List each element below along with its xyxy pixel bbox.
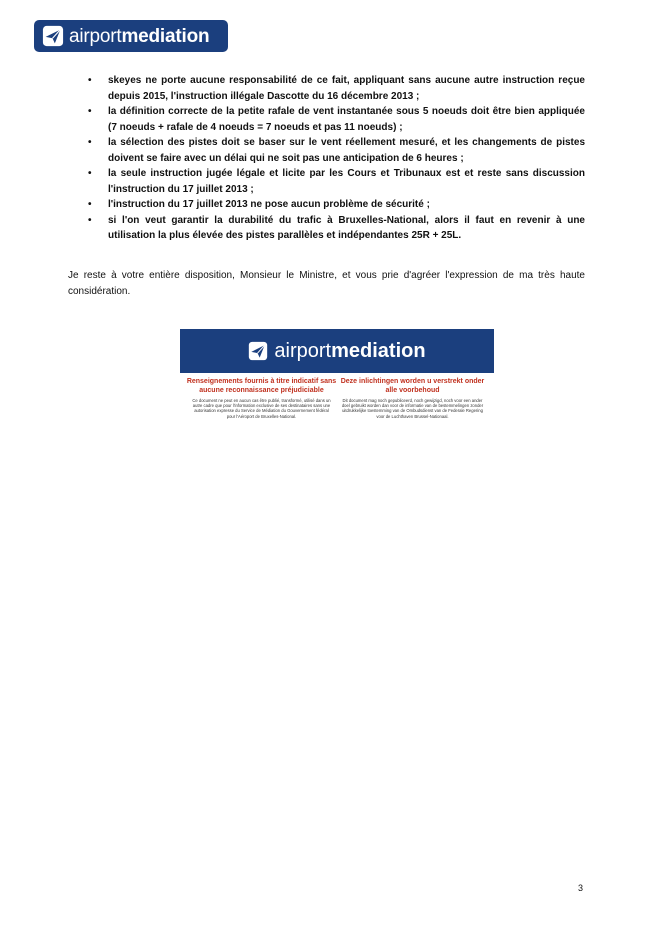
- list-item-text: skeyes ne porte aucune responsabilité de ce fait, appliquant sans aucune autre instruction reçue depuis 2015, l'instruction illégale Dascotte du 16 décembre 2013 ;: [108, 75, 585, 102]
- paper-plane-icon: [248, 341, 268, 361]
- list-item-text: si l'on veut garantir la durabilité du trafic à Bruxelles-National, alors il faut en revenir à une utilisation la plus élevée des pistes parallèles et indépendantes 25R + 25L.: [108, 214, 585, 241]
- bullet-icon: •: [88, 137, 92, 148]
- bullet-icon: •: [88, 214, 92, 226]
- list-item-text: la sélection des pistes doit se baser sur le vent réellement mesuré, et les changements de pistes doivent se faire avec un délai qui ne soit pas une anticipation de 6 heures ;: [108, 137, 585, 164]
- disclaimer-french: [186, 378, 337, 419]
- disclaimer-french-title: Renseignements fournis à titre indicatif sans aucune reconnaissance préjudiciable: [186, 378, 337, 394]
- list-item: [88, 213, 585, 244]
- list-item-text: la définition correcte de la petite rafale de vent instantanée sous 5 noeuds doit être bien appliquée (7 noeuds + rafale de 4 noeuds = 7 noeuds et pas 11 noeuds) ;: [108, 106, 585, 133]
- disclaimer-dutch-text: Dit document mag noch gepubliceerd, noch gewijzigd, noch voor een ander doel gebruikt worden dan voor de informatie van de bestemmelingen zonder uitdrukkelijke toestemming van de Ombudsdienst van de Federale Regering voor de Luchthaven Brussel-Nationaal.: [341, 398, 484, 419]
- brand-wordmark-light: airport: [69, 25, 122, 47]
- brand-wordmark-bold: mediation: [121, 25, 210, 47]
- bullet-icon: •: [88, 199, 92, 210]
- list-item-text: l'instruction du 17 juillet 2013 ne pose aucun problème de sécurité ;: [108, 199, 430, 210]
- banner-wordmark-light: airport: [274, 340, 332, 362]
- recommendation-list: [88, 73, 585, 244]
- bullet-icon: •: [88, 168, 92, 179]
- bullet-icon: •: [88, 106, 92, 117]
- disclaimer-dutch: [337, 378, 488, 419]
- banner-wordmark-bold: mediation: [331, 340, 426, 362]
- paper-plane-icon: [42, 25, 64, 47]
- brand-wordmark: [69, 27, 209, 46]
- disclaimer-french-text: Ce document ne peut en aucun cas être publié, transformé, utilisé dans un autre cadre que pour l'information exclusive de ses destinataires sans une autorisation expresse du Service de Médiation du Gouvernement fédéral pour l'Aéroport de Bruxelles-National.: [192, 398, 331, 419]
- banner-header: [180, 329, 494, 373]
- list-item: [88, 73, 585, 104]
- list-item-text: la seule instruction jugée légale et licite par les Cours et Tribunaux est et reste sans discussion l'instruction du 17 juillet 2013 ;: [108, 168, 585, 195]
- banner-body: [180, 373, 494, 419]
- airportmediation-logo: [34, 20, 228, 52]
- disclaimer-dutch-title: Deze inlichtingen worden u verstrekt onder alle voorbehoud: [340, 378, 485, 394]
- list-item: [88, 135, 585, 166]
- closing-paragraph: Je reste à votre entière disposition, Monsieur le Ministre, et vous prie d'agréer l'expression de ma très haute considération.: [68, 270, 585, 297]
- page-number: 3: [578, 883, 584, 893]
- bullet-icon: •: [88, 75, 92, 86]
- list-item: [88, 104, 585, 135]
- list-item: [88, 197, 585, 213]
- disclaimer-banner: [180, 329, 494, 434]
- list-item: [88, 166, 585, 197]
- banner-wordmark: [274, 341, 425, 361]
